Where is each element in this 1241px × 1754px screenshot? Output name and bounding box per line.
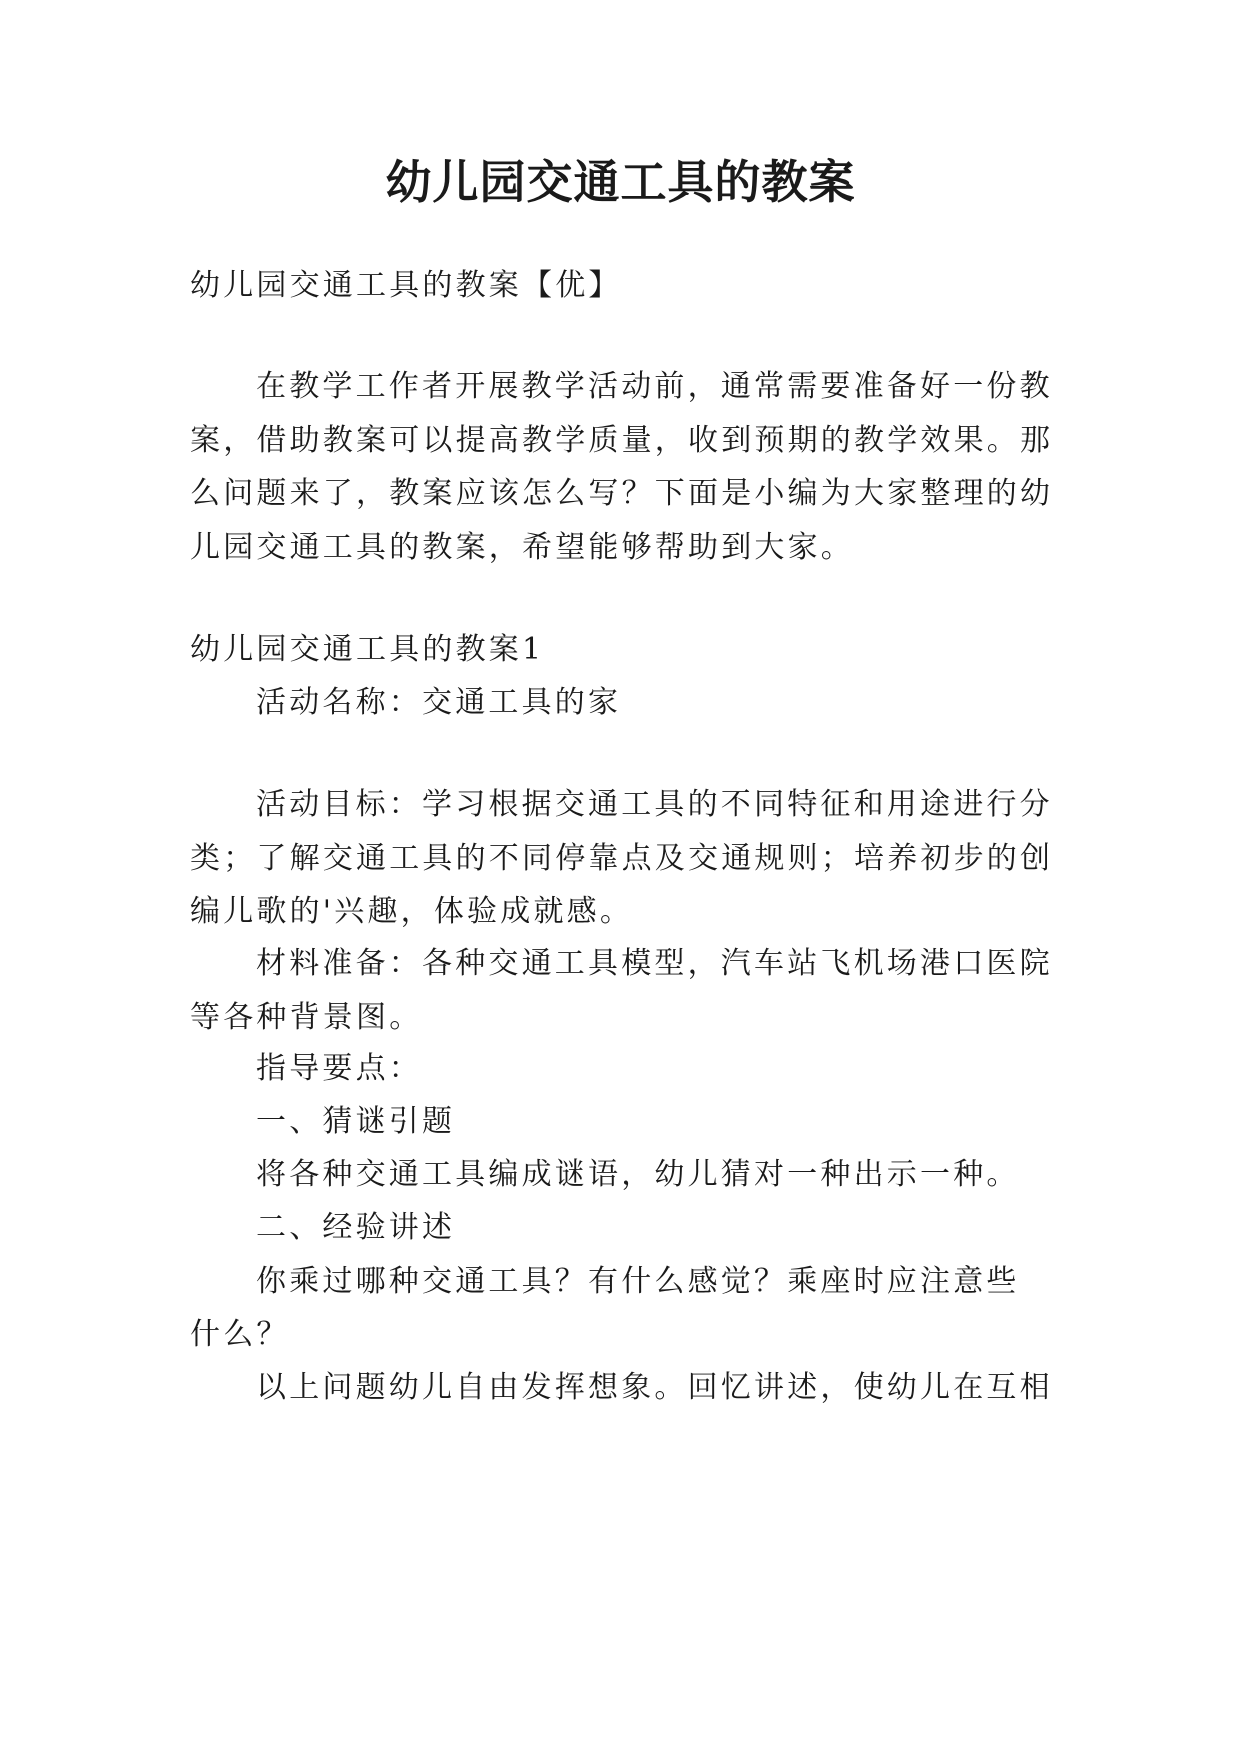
intro-line-4: 儿园交通工具的教案，希望能够帮助到大家。 — [190, 530, 854, 565]
activity-goal-line-1: 活动目标：学习根据交通工具的不同特征和用途进行分 — [256, 787, 1053, 822]
guide-heading: 指导要点： — [256, 1051, 422, 1086]
activity-goal-line-2: 类；了解交通工具的不同停靠点及交通规则；培养初步的创 — [190, 841, 1054, 876]
intro-line-1: 在教学工作者开展教学活动前，通常需要准备好一份教 — [256, 369, 1053, 404]
step2-last-line: 以上问题幼儿自由发挥想象。回忆讲述，使幼儿在互相 — [256, 1370, 1053, 1405]
intro-line-2: 案，借助教案可以提高教学质量，收到预期的教学效果。那 — [190, 423, 1054, 458]
materials-line-1: 材料准备：各种交通工具模型，汽车站飞机场港口医院 — [256, 946, 1053, 981]
step1-heading: 一、猜谜引题 — [256, 1104, 456, 1139]
materials-line-2: 等各种背景图。 — [190, 1000, 423, 1035]
activity-goal-line-3: 编儿歌的'兴趣，体验成就感。 — [190, 894, 634, 929]
step2-question-line-2: 什么？ — [190, 1317, 290, 1352]
activity-name: 活动名称：交通工具的家 — [256, 685, 622, 720]
document-subtitle: 幼儿园交通工具的教案【优】 — [190, 268, 622, 303]
step2-question-line-1: 你乘过哪种交通工具？有什么感觉？乘座时应注意些 — [256, 1264, 1020, 1299]
step2-heading: 二、经验讲述 — [256, 1210, 456, 1245]
intro-line-3: 么问题来了，教案应该怎么写？下面是小编为大家整理的幼 — [190, 476, 1054, 511]
document-title: 幼儿园交通工具的教案 — [385, 155, 856, 209]
section-heading-1: 幼儿园交通工具的教案1 — [190, 632, 545, 667]
step1-text: 将各种交通工具编成谜语，幼儿猜对一种出示一种。 — [256, 1157, 1020, 1192]
